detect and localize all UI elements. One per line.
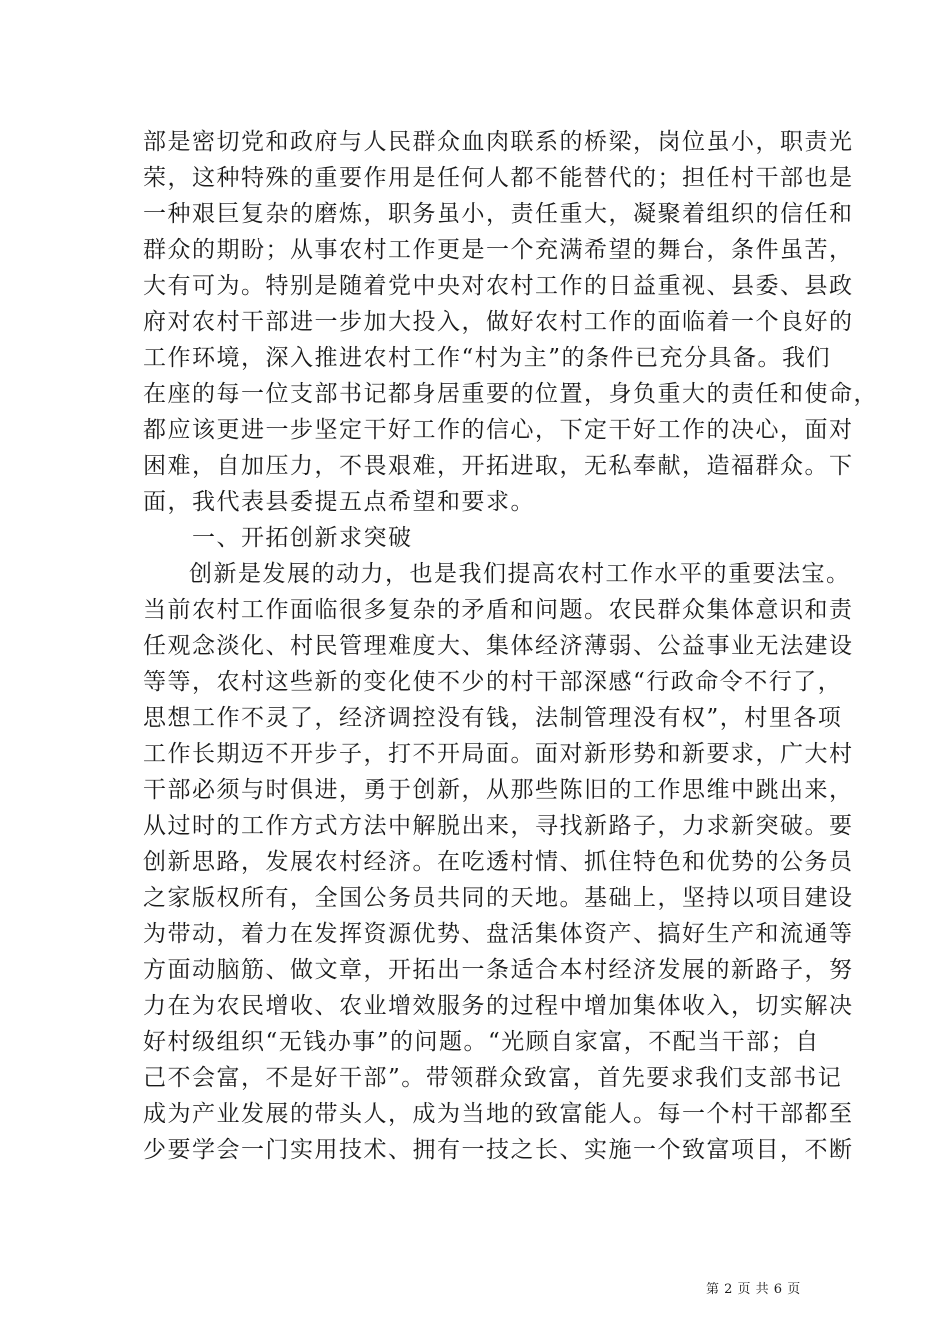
body-line: 己不会富，不是好干部”。带领群众致富，首先要求我们支部书记 — [143, 1065, 843, 1091]
body-line: 面，我代表县委提五点希望和要求。 — [143, 489, 535, 515]
body-line: 少要学会一门实用技术、拥有一技之长、实施一个致富项目，不断 — [143, 1137, 854, 1163]
body-line: 当前农村工作面临很多复杂的矛盾和问题。农民群众集体意识和责 — [143, 597, 854, 623]
body-line: 群众的期盼；从事农村工作更是一个充满希望的舞台，条件虽苦， — [143, 237, 854, 263]
body-line: 任观念淡化、村民管理难度大、集体经济薄弱、公益事业无法建设 — [143, 633, 854, 659]
body-line: 创新思路，发展农村经济。在吃透村情、抓住特色和优势的公务员 — [143, 849, 854, 875]
body-line: 干部必须与时俱进，勇于创新，从那些陈旧的工作思维中跳出来， — [143, 777, 854, 803]
body-line: 大有可为。特别是随着党中央对农村工作的日益重视、县委、县政 — [143, 273, 854, 299]
body-line: 从过时的工作方式方法中解脱出来，寻找新路子，力求新突破。要 — [143, 813, 854, 839]
body-line: 方面动脑筋、做文章，开拓出一条适合本村经济发展的新路子，努 — [143, 957, 854, 983]
body-line: 在座的每一位支部书记都身居重要的位置，身负重大的责任和使命， — [143, 381, 878, 407]
body-line: 工作环境，深入推进农村工作“村为主”的条件已充分具备。我们 — [143, 345, 832, 371]
body-line: 成为产业发展的带头人，成为当地的致富能人。每一个村干部都至 — [143, 1101, 854, 1127]
body-line: 为带动，着力在发挥资源优势、盘活集体资产、搞好生产和流通等 — [143, 921, 854, 947]
body-line: 困难，自加压力，不畏艰难，开拓进取，无私奉献，造福群众。下 — [143, 453, 854, 479]
body-line: 都应该更进一步坚定干好工作的信心，下定干好工作的决心，面对 — [143, 417, 854, 443]
section-heading: 一、开拓创新求突破 — [192, 525, 413, 551]
paragraph-first-line: 创新是发展的动力，也是我们提高农村工作水平的重要法宝。 — [189, 561, 851, 587]
body-line: 力在为农民增收、农业增效服务的过程中增加集体收入，切实解决 — [143, 993, 854, 1019]
body-line: 府对农村干部进一步加大投入，做好农村工作的面临着一个良好的 — [143, 309, 854, 335]
body-line: 工作长期迈不开步子，打不开局面。面对新形势和新要求，广大村 — [143, 741, 854, 767]
body-line: 好村级组织“无钱办事”的问题。“光顾自家富，不配当干部；自 — [143, 1029, 820, 1055]
body-line: 一种艰巨复杂的磨炼，职务虽小，责任重大，凝聚着组织的信任和 — [143, 201, 854, 227]
page-number: 第 2 页 共 6 页 — [706, 1282, 801, 1297]
body-line: 思想工作不灵了，经济调控没有钱，法制管理没有权”，村里各项 — [143, 705, 843, 731]
body-line: 等等，农村这些新的变化使不少的村干部深感“行政命令不行了， — [143, 669, 843, 695]
body-line: 荣，这种特殊的重要作用是任何人都不能替代的；担任村干部也是 — [143, 165, 854, 191]
body-line: 之家版权所有，全国公务员共同的天地。基础上，坚持以项目建设 — [143, 885, 854, 911]
body-line: 部是密切党和政府与人民群众血肉联系的桥梁，岗位虽小，职责光 — [143, 129, 854, 155]
